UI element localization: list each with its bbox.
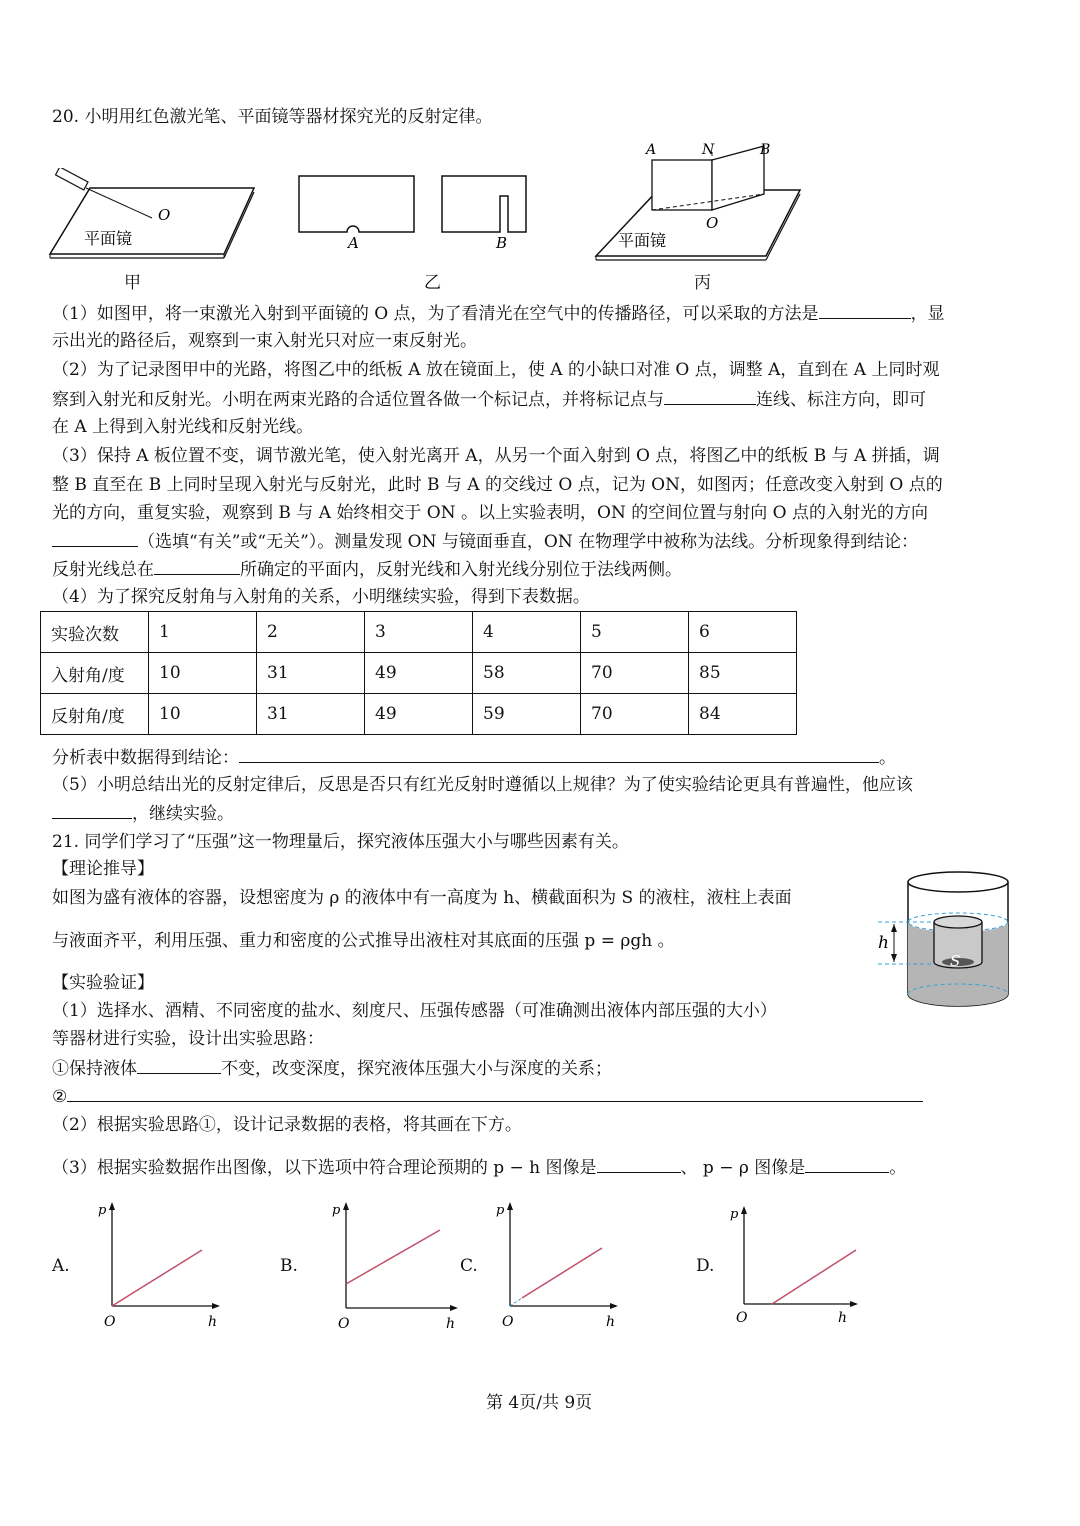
blank-5[interactable] xyxy=(239,746,879,763)
exp3-line: （3）根据实验数据作出图像，以下选项中符合理论预期的 p − h 图像是 、 p − ρ 图像是 。 xyxy=(52,1158,907,1178)
option-a-graph[interactable] xyxy=(92,1198,222,1332)
svg-text:h: h xyxy=(838,1310,848,1326)
label-O-bing: O xyxy=(706,214,719,232)
label-h: h xyxy=(878,933,889,953)
label-S: S xyxy=(950,952,961,970)
page-footer: 第 4页/共 9页 xyxy=(486,1393,593,1413)
label-O: O xyxy=(158,206,171,224)
q20-part4-conclusion: 分析表中数据得到结论： 。 xyxy=(52,748,896,768)
label-A: A xyxy=(348,234,359,252)
data-table xyxy=(40,611,797,735)
q20-part1-line2: 示出光的路径后，观察到一束入射光只对应一束反射光。 xyxy=(52,331,477,351)
label-mirror: 平面镜 xyxy=(84,229,133,248)
table-row xyxy=(41,653,797,694)
label-A-bing: A xyxy=(646,142,657,158)
table-cell: 2 xyxy=(257,612,365,653)
table-cell: 31 xyxy=(257,694,365,735)
table-cell: 70 xyxy=(581,694,689,735)
q20-part1-line1: （1）如图甲，将一束激光入射到平面镜的 O 点，为了看清光在空气中的传播路径，可以采取的方法是 ，显 xyxy=(52,304,945,324)
q20-part3-line2: 整 B 直至在 B 上同时呈现入射光与反射光，此时 B 与 A 的交线过 O 点，记为 ON，如图丙；任意改变入射到 O 点的 xyxy=(52,475,943,495)
table-cell: 84 xyxy=(689,694,797,735)
figure-yi xyxy=(296,174,532,254)
q20-part3-line3: 光的方向，重复实验，观察到 B 与 A 始终相交于 ON 。以上实验表明，ON 的空间位置与射向 O 点的入射光的方向 xyxy=(52,503,928,523)
table-cell: 58 xyxy=(473,653,581,694)
caption-bing: 丙 xyxy=(694,273,711,293)
exp1-line1: （1）选择水、酒精、不同密度的盐水、刻度尺、压强传感器（可准确测出液体内部压强的大小） xyxy=(52,1001,777,1021)
label-B: B xyxy=(496,234,508,252)
blank-2[interactable] xyxy=(664,388,756,405)
svg-text:O: O xyxy=(736,1310,748,1326)
svg-text:h: h xyxy=(208,1314,218,1330)
option-c-label[interactable]: C. xyxy=(460,1256,478,1276)
q20-title: 20. 小明用红色激光笔、平面镜等器材探究光的反射定律。 xyxy=(52,107,493,127)
table-cell: 49 xyxy=(365,694,473,735)
theory-line1: 如图为盛有液体的容器，设想密度为 ρ 的液体中有一高度为 h、横截面积为 S 的液柱，液柱上表面 xyxy=(52,888,792,908)
container-figure xyxy=(874,866,1014,1010)
label-B-bing: B xyxy=(760,142,771,158)
blank-6[interactable] xyxy=(52,802,132,819)
table-cell: 31 xyxy=(257,653,365,694)
experiment-heading: 【实验验证】 xyxy=(52,973,154,993)
option-c-graph[interactable] xyxy=(490,1198,622,1332)
blank-3[interactable] xyxy=(52,530,138,547)
table-cell: 49 xyxy=(365,653,473,694)
q20-part5-line1: （5）小明总结出光的反射定律后，反思是否只有红光反射时遵循以上规律？为了使实验结论更具有普遍性，他应该 xyxy=(52,775,913,795)
q20-part3-line5: 反射光线总在 所确定的平面内，反射光线和入射光线分别位于法线两侧。 xyxy=(52,560,682,580)
table-cell: 实验次数 xyxy=(41,612,149,653)
table-cell: 4 xyxy=(473,612,581,653)
q20-part2-line2: 察到入射光和反射光。小明在两束光路的合适位置各做一个标记点，并将标记点与 连线、标注方向，即可 xyxy=(52,390,926,410)
table-row xyxy=(41,612,797,653)
q21-title: 21. 同学们学习了“压强”这一物理量后，探究液体压强大小与哪些因素有关。 xyxy=(52,832,629,852)
table-cell: 1 xyxy=(149,612,257,653)
blank-8[interactable] xyxy=(67,1085,923,1102)
exp1-line4: ② xyxy=(52,1085,923,1108)
figure-jia xyxy=(48,168,260,260)
table-cell: 入射角/度 xyxy=(41,653,149,694)
figure-bing xyxy=(594,138,804,262)
exp1-line3: ①保持液体 不变，改变深度，探究液体压强大小与深度的关系； xyxy=(52,1059,612,1079)
blank-9[interactable] xyxy=(597,1156,681,1173)
table-cell: 10 xyxy=(149,653,257,694)
q20-part3-line4: （选填“有关”或“无关”）。测量发现 ON 与镜面垂直，ON 在物理学中被称为法线。分析现象得到结论： xyxy=(52,530,918,553)
table-cell: 5 xyxy=(581,612,689,653)
exp2-line: （2）根据实验思路①，设计记录数据的表格，将其画在下方。 xyxy=(52,1115,522,1135)
q20-part2-line1: （2）为了记录图甲中的光路，将图乙中的纸板 A 放在镜面上，使 A 的小缺口对准 O 点，调整 A，直到在 A 上同时观 xyxy=(52,360,940,380)
theory-heading: 【理论推导】 xyxy=(52,859,154,879)
exp1-line2: 等器材进行实验，设计出实验思路： xyxy=(52,1029,324,1049)
svg-text:p: p xyxy=(496,1203,505,1218)
table-cell: 3 xyxy=(365,612,473,653)
blank-4[interactable] xyxy=(154,558,240,575)
label-N: N xyxy=(702,142,715,158)
q20-part3-line1: （3）保持 A 板位置不变，调节激光笔，使入射光离开 A，从另一个面入射到 O 点，将图乙中的纸板 B 与 A 拼插，调 xyxy=(52,446,940,466)
label-mirror-bing: 平面镜 xyxy=(618,231,667,250)
option-d-graph[interactable] xyxy=(726,1198,862,1332)
caption-jia: 甲 xyxy=(124,273,141,293)
svg-text:O: O xyxy=(104,1314,116,1330)
table-cell: 85 xyxy=(689,653,797,694)
table-cell: 70 xyxy=(581,653,689,694)
svg-text:O: O xyxy=(502,1314,514,1330)
q20-part5-line2: ，继续实验。 xyxy=(52,802,234,825)
option-b-label[interactable]: B. xyxy=(280,1256,298,1276)
svg-text:p: p xyxy=(730,1207,739,1222)
option-a-label[interactable]: A. xyxy=(52,1256,70,1276)
blank-1[interactable] xyxy=(819,302,911,319)
option-d-label[interactable]: D. xyxy=(696,1256,715,1276)
table-cell: 10 xyxy=(149,694,257,735)
q20-part4-intro: （4）为了探究反射角与入射角的关系，小明继续实验，得到下表数据。 xyxy=(52,587,590,607)
svg-text:p: p xyxy=(332,1203,341,1218)
blank-10[interactable] xyxy=(805,1156,889,1173)
table-cell: 59 xyxy=(473,694,581,735)
caption-yi: 乙 xyxy=(424,273,441,293)
table-row xyxy=(41,694,797,735)
option-b-graph[interactable] xyxy=(326,1198,462,1332)
theory-line2: 与液面齐平，利用压强、重力和密度的公式推导出液柱对其底面的压强 p = ρgh 。 xyxy=(52,931,675,951)
svg-text:O: O xyxy=(338,1316,350,1332)
svg-text:h: h xyxy=(446,1316,456,1332)
table-cell: 反射角/度 xyxy=(41,694,149,735)
q20-part2-line3: 在 A 上得到入射光线和反射光线。 xyxy=(52,417,314,437)
blank-7[interactable] xyxy=(137,1057,221,1074)
svg-text:h: h xyxy=(606,1314,616,1330)
table-cell: 6 xyxy=(689,612,797,653)
svg-text:p: p xyxy=(98,1203,107,1218)
